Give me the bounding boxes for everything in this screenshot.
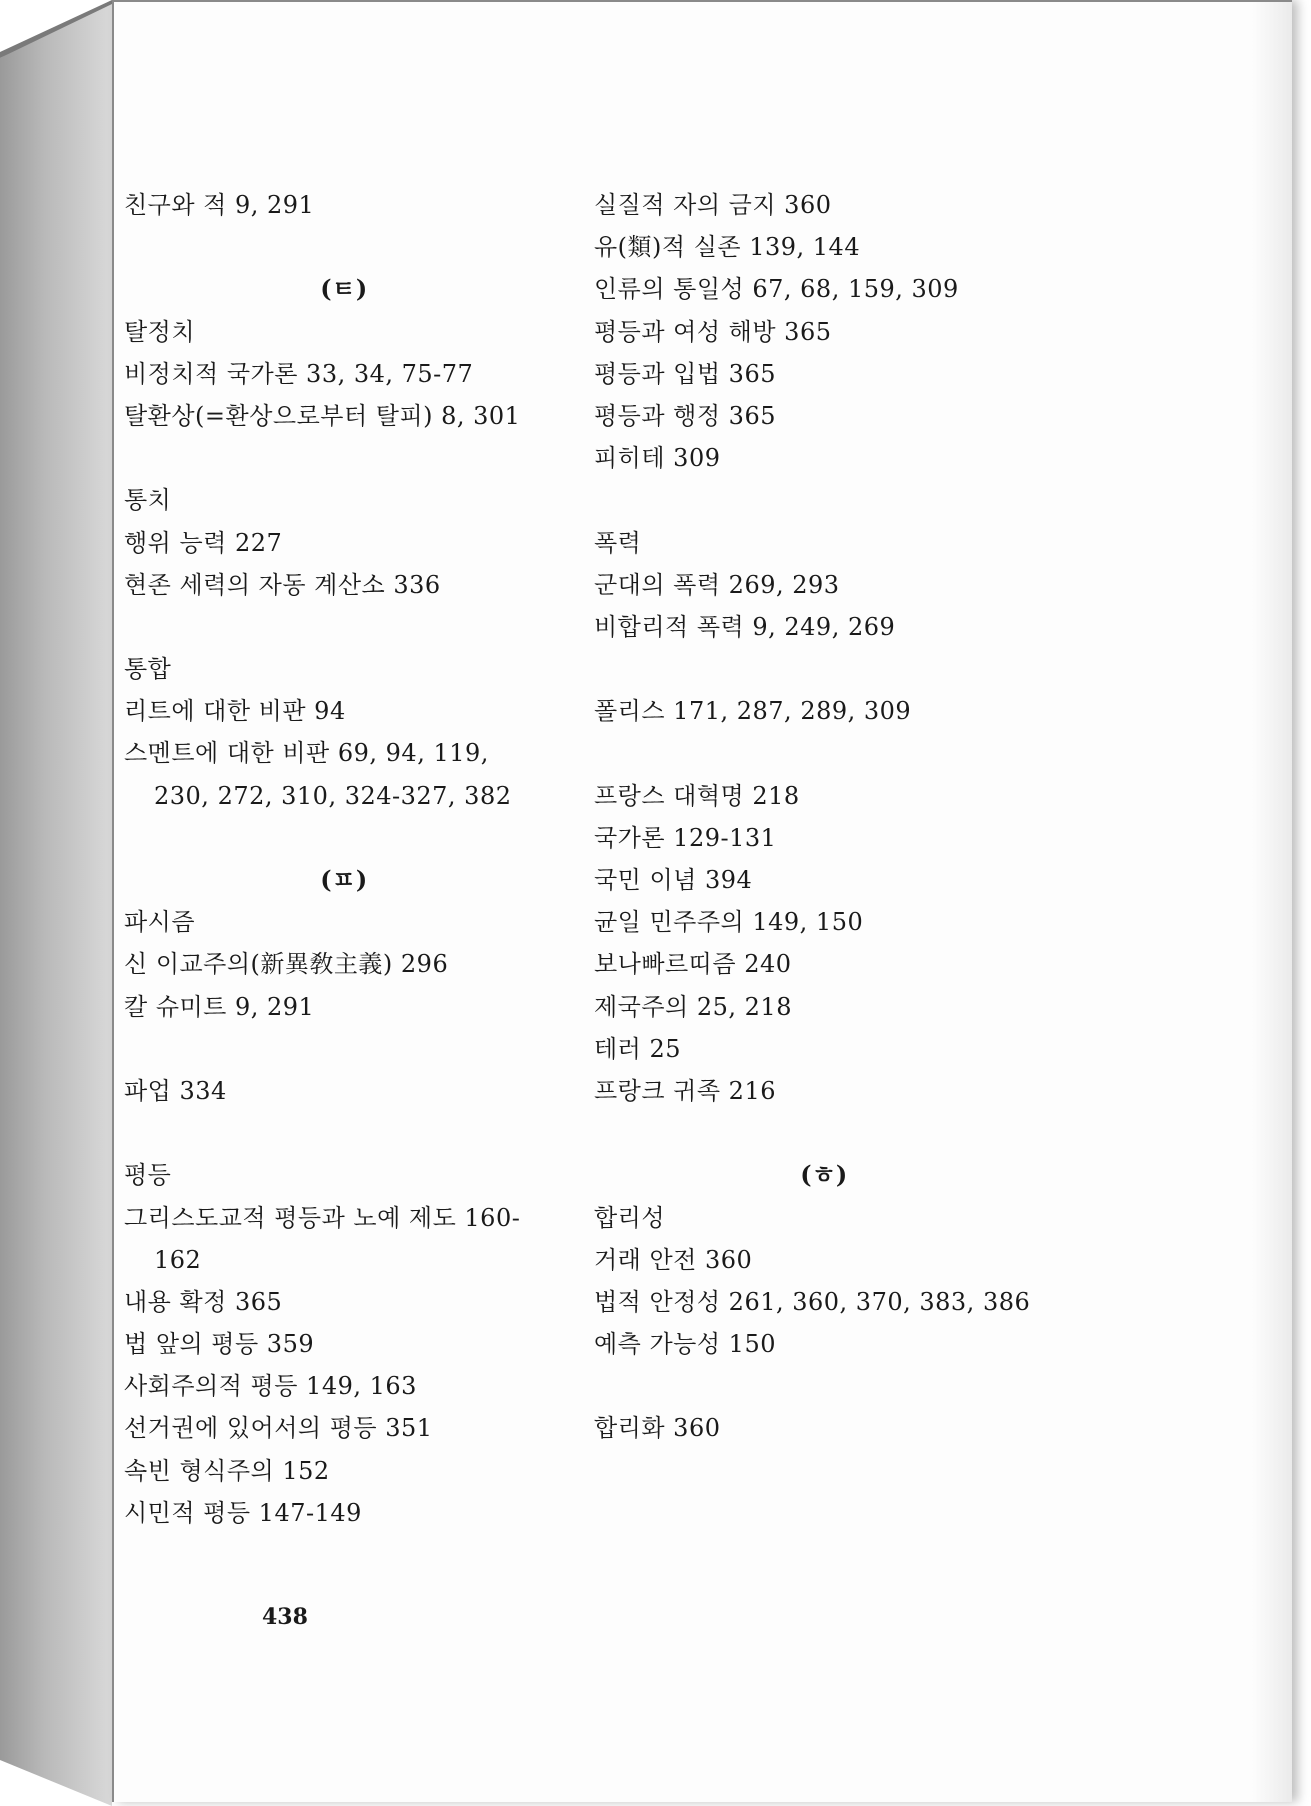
index-entry: 통합 (124, 655, 172, 684)
index-entry: 거래 안전 360 (594, 1245, 753, 1274)
index-entry: 파업 334 (124, 1076, 227, 1105)
index-entry: 합리화 360 (594, 1414, 721, 1443)
index-entry: 평등과 행정 365 (594, 401, 776, 430)
index-spacer (124, 226, 564, 268)
index-entry: 제국주의 25, 218 (594, 992, 792, 1021)
index-entry: 폴리스 171, 287, 289, 309 (594, 697, 912, 726)
index-entry: 리트에 대한 비판 94 (124, 697, 346, 726)
index-spacer (124, 606, 564, 648)
index-entry: 보나빠르띠즘 240 (594, 950, 792, 979)
index-entry-continuation: 230, 272, 310, 324-327, 382 (154, 781, 512, 810)
index-entry: 스멘트에 대한 비판 69, 94, 119, (124, 739, 489, 768)
index-spacer (594, 732, 1054, 774)
index-spacer (594, 1112, 1054, 1154)
index-spacer (124, 817, 564, 859)
index-entry: 그리스도교적 평등과 노예 제도 160- (124, 1203, 521, 1232)
index-entry: 속빈 형식주의 152 (124, 1456, 330, 1485)
index-entry: 예측 가능성 150 (594, 1330, 776, 1359)
index-entry: 폭력 (594, 528, 642, 557)
index-column-right (594, 184, 1054, 1450)
page-number: 438 (262, 1604, 308, 1630)
index-entry: 테러 25 (594, 1034, 682, 1063)
index-entry: 시민적 평등 147-149 (124, 1498, 362, 1527)
index-entry: 유(類)적 실존 139, 144 (594, 233, 861, 262)
index-entry: 평등과 입법 365 (594, 359, 776, 388)
index-spacer (124, 1112, 564, 1154)
page-shade (1252, 2, 1292, 1802)
index-entry: 프랑스 대혁명 218 (594, 781, 800, 810)
index-entry: 탈환상(=환상으로부터 탈피) 8, 301 (124, 401, 521, 430)
index-spacer (124, 437, 564, 479)
index-entry: 인류의 통일성 67, 68, 159, 309 (594, 275, 959, 304)
index-entry-continuation: 162 (154, 1245, 202, 1274)
index-entry: 신 이교주의(新異敎主義) 296 (124, 950, 449, 979)
index-entry: 군대의 폭력 269, 293 (594, 570, 840, 599)
index-entry: 프랑크 귀족 216 (594, 1076, 776, 1105)
index-entry: 탈정치 (124, 317, 196, 346)
index-entry: 실질적 자의 금지 360 (594, 191, 832, 219)
index-entry: 비정치적 국가론 33, 34, 75-77 (124, 359, 474, 388)
index-column-left (124, 184, 564, 1534)
index-entry: 선거권에 있어서의 평등 351 (124, 1414, 433, 1443)
index-entry: 국민 이념 394 (594, 866, 753, 894)
index-entry: 법 앞의 평등 359 (124, 1330, 315, 1359)
book-spine (0, 0, 112, 1806)
index-section-heading: (ㅍ) (320, 865, 368, 894)
index-entry: 평등과 여성 해방 365 (594, 317, 832, 346)
index-spacer (124, 1028, 564, 1070)
index-spacer (594, 1365, 1054, 1407)
index-entry: 현존 세력의 자동 계산소 336 (124, 570, 441, 599)
index-entry: 국가론 129-131 (594, 823, 777, 852)
index-entry: 평등 (124, 1161, 172, 1190)
index-spacer (594, 479, 1054, 521)
index-section-heading: (ㅎ) (800, 1160, 848, 1190)
index-entry: 친구와 적 9, 291 (124, 191, 315, 219)
index-entry: 피히테 309 (594, 444, 721, 473)
index-entry: 내용 확정 365 (124, 1287, 283, 1316)
index-entry: 균일 민주주의 149, 150 (594, 908, 864, 937)
index-entry: 사회주의적 평등 149, 163 (124, 1372, 417, 1401)
index-entry: 통치 (124, 486, 172, 515)
index-entry: 칼 슈미트 9, 291 (124, 992, 315, 1021)
index-entry: 합리성 (594, 1203, 666, 1232)
index-section-heading: (ㅌ) (320, 274, 368, 304)
index-spacer (594, 648, 1054, 690)
index-entry: 행위 능력 227 (124, 528, 283, 557)
index-entry: 비합리적 폭력 9, 249, 269 (594, 612, 896, 641)
index-entry: 파시즘 (124, 908, 196, 937)
index-entry: 법적 안정성 261, 360, 370, 383, 386 (594, 1287, 1031, 1316)
